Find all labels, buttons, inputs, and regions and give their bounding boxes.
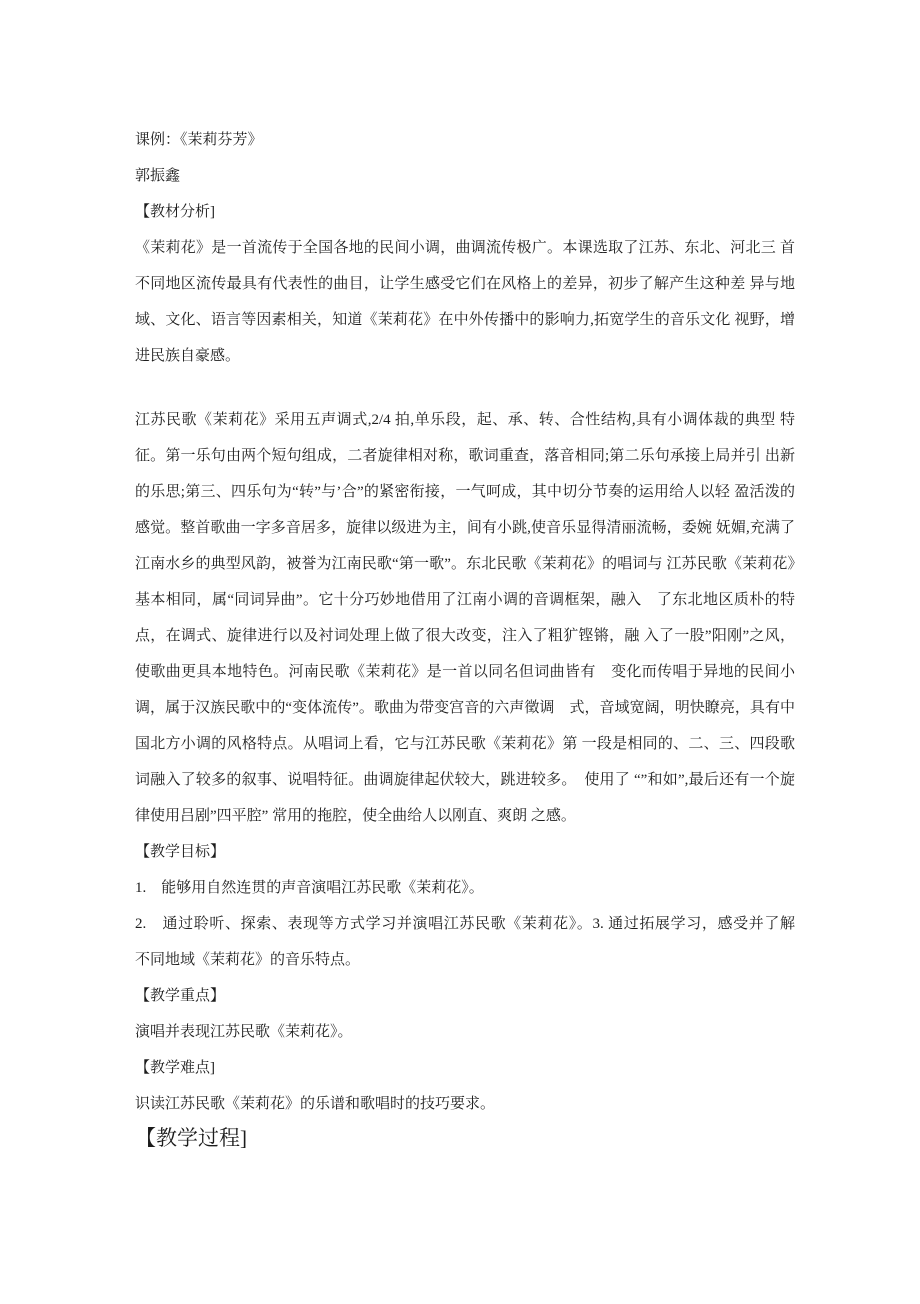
key-points-text: 演唱并表现江苏民歌《茉莉花》。 xyxy=(135,1024,353,1040)
material-analysis-intro-paragraph: 《茉莉花》是一首流传于全国各地的民间小调，曲调流传极广。本课选取了江苏、东北、河北三 首不同地区流传最具有代表性的曲目，让学生感受它们在风格上的差异，初步了解产生这种差 异与地域、文化、语言等因素相关，知道《茉莉花》在中外传播中的影响力,拓宽学生的音乐文化 视野，增进民族自豪感。 xyxy=(135,240,795,364)
doc-title: 课例：《茉莉芬芳》 xyxy=(135,132,263,148)
doc-author: 郭振鑫 xyxy=(135,168,181,184)
objective-item-2: 2. 通过聆听、探索、表现等方式学习并演唱江苏民歌《茉莉花》。3. 通过拓展学习，感受并了解 不同地域《茉莉花》的音乐特点。 xyxy=(135,916,811,968)
difficulties-text: 识读江苏民歌《茉莉花》的乐谱和歌唱时的技巧要求。 xyxy=(135,1096,496,1112)
heading-teaching-process: 【教学过程] xyxy=(135,1126,247,1150)
heading-teaching-key-points: 【教学重点】 xyxy=(135,988,226,1004)
heading-teaching-difficulties: 【教学难点] xyxy=(135,1060,215,1076)
heading-material-analysis: 【教材分析] xyxy=(135,204,215,220)
lesson-plan-document xyxy=(135,122,811,1160)
heading-teaching-objectives: 【教学目标】 xyxy=(135,844,226,860)
objective-item-1: 1. 能够用自然连贯的声音演唱江苏民歌《茉莉花》。 xyxy=(135,880,484,896)
material-analysis-body-paragraph: 江苏民歌《茉莉花》采用五声调式,2/4 拍,单乐段，起、承、转、合性结构,具有小调体裁的典型 特征。第一乐句由两个短句组成，二者旋律相对称，歌词重查，落音相同;第二乐句承接上局并引 出新的乐思;第三、四乐句为“转”与’合”的紧密衔接，一气呵成，其中切分节奏的运用给人以轻 盈活泼的感觉。整首歌曲一字多音居多，旋律以级进为主，间有小跳,使音乐显得清丽流畅，委婉 妩媚,充满了江南水乡的典型风韵，被誉为江南民歌“第一歌”。东北民歌《茉莉花》的唱词与 江苏民歌《茉莉花》基本相同，属“同词异曲”。它十分巧妙地借用了江南小调的音调框架，融入 了东北地区质朴的特点，在调式、旋律进行以及衬词处理上做了很大改变，注入了粗犷铿锵，融 入了一股”阳刚”之风，使歌曲更具本地特色。河南民歌《茉莉花》是一首以同名但词曲皆有 变化而传唱于异地的民间小调，属于汉族民歌中的“变体流传”。歌曲为带变宫音的六声徵调 式，音域宽阔，明快瞭亮，具有中国北方小调的风格特点。从唱词上看，它与江苏民歌《茉莉花》第 一段是相同的、二、三、四段歌词融入了较多的叙事、说唱特征。曲调旋律起伏较大，跳进较多。 使用了 “”和如”,最后还有一个旋律使用吕剧”四平腔” 常用的拖腔，使全曲给人以刚直、爽朗 之感。 xyxy=(135,412,795,824)
